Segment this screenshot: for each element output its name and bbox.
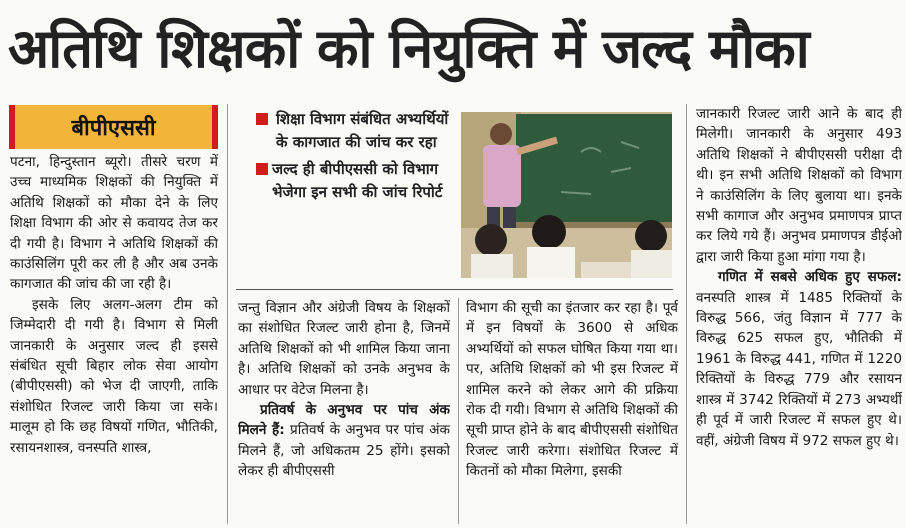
article-column-3: [466, 298, 678, 524]
column-divider: [686, 104, 687, 524]
highlight-item: [236, 158, 458, 204]
highlight-rule: [236, 289, 673, 290]
paragraph: पटना, हिन्दुस्तान ब्यूरो। तीसरे चरण में उच्च माध्यमिक शिक्षकों की नियुक्ति में अतिथि शिक्षकों को मौका देने के लिए शिक्षा विभाग की ओर से कवायद तेज कर दी गयी है। विभाग ने अतिथि शिक्षकों की काउंसिलिंग पूरी कर ली है और अब उनके कागजात की जांच की जा रही है।: [10, 154, 218, 293]
paragraph: जन्तु विज्ञान और अंग्रेजी विषय के शिक्षकों का संशोधित रिजल्ट जारी होना है, जिनमें अतिथि शिक्षकों को भी शामिल किया जाना है। अतिथि शिक्षकों को उनके अनुभव के आधार पर वेटेज मिलना है।: [238, 300, 450, 398]
paragraph: इसके लिए अलग-अलग टीम को जिम्मेदारी दी गयी है। विभाग से मिली जानकारी के अनुसार जल्द ही इससे संबंधित सूची बिहार लोक सेवा आयोग (बीपीएससी) को भेज दी जाएगी, ताकि संशोधित रिजल्ट जारी किया जा सके। मालूम हो कि छह विषयों गणित, भौतिकी, रसायनशास्त्र, वनस्पति शास्त्र,: [10, 296, 218, 456]
article-column-2: [238, 298, 450, 524]
headline: अतिथि शिक्षकों को नियुक्ति में जल्द मौका: [8, 17, 809, 80]
highlight-item: [236, 108, 458, 154]
column-divider: [458, 298, 459, 524]
highlight-text: शिक्षा विभाग संबंधित अभ्यर्थियों के कागजात की जांच कर रहा: [276, 110, 449, 151]
news-photo: [461, 112, 672, 278]
section-tag-label: बीपीएससी: [71, 116, 156, 141]
subheading: प्रतिवर्ष के अनुभव पर पांच अंक मिलने हैं:: [238, 402, 450, 439]
paragraph: जानकारी रिजल्ट जारी आने के बाद ही मिलेगी। जानकारी के अनुसार 493 अतिथि शिक्षकों ने बीपीएससी परीक्षा दी थी। इन सभी अतिथि शिक्षकों को विभाग ने काउंसिलिंग के लिए बुलाया था। इनके सभी कागाज और अनुभव प्रमाणपत्र प्राप्त कर लिये गये हैं। अनुभव प्रमाणपत्र डीईओ द्वारा जारी किया हुआ मांगा गया है।: [696, 106, 902, 265]
square-bullet-icon: [256, 113, 268, 125]
paragraph: विभाग की सूची का इंतजार कर रहा है। पूर्व में इन विषयों के 3600 से अधिक अभ्यर्थियों को सफल घोषित किया गया था। पर, अतिथि शिक्षकों को भी इस रिजल्ट में शामिल करने को लेकर आगे की प्रक्रिया रोक दी गयी। विभाग से अतिथि शिक्षकों की सूची प्राप्त होने के बाद बीपीएससी संशोधित रिजल्ट जारी करेगा। संशोधित रिजल्ट में कितनों को मौका मिलेगा, इसकी: [466, 300, 678, 480]
paragraph: [696, 267, 902, 451]
section-tag: [9, 105, 218, 149]
paragraph: [238, 400, 450, 482]
highlight-text: जल्द ही बीपीएससी को विभाग भेजेगा इन सभी की जांच रिपोर्ट: [272, 160, 443, 201]
article-column-4: [696, 104, 902, 524]
subheading: गणित में सबसे अधिक हुए सफल:: [718, 269, 902, 286]
paragraph-text: वनस्पति शास्त्र में 1485 रिक्तियों के विरुद्ध 566, जंतु विज्ञान में 777 के विरुद्ध 625 सफल हुए, भौतिकी में 1961 के विरुद्ध 441, गणित में 1220 रिक्तियों के विरुद्ध 779 और रसायन शास्त्र में 3742 रिक्तियों में 273 अभ्यर्थी ही पूर्व में जारी रिजल्ट में सफल हुए थे। वहीं, अंग्रेजी विषय में 972 सफल हुए थे।: [696, 289, 902, 449]
paragraph-text: प्रतिवर्ष के अनुभव पर पांच अंक मिलने हैं, जो अधिकतम 25 होंगे। इसको लेकर ही बीपीएससी: [238, 422, 450, 480]
classroom-photo: [461, 112, 672, 278]
column-divider: [227, 104, 228, 524]
article-column-1: [10, 152, 218, 524]
highlight-box: [236, 108, 458, 288]
square-bullet-icon: [256, 163, 268, 175]
